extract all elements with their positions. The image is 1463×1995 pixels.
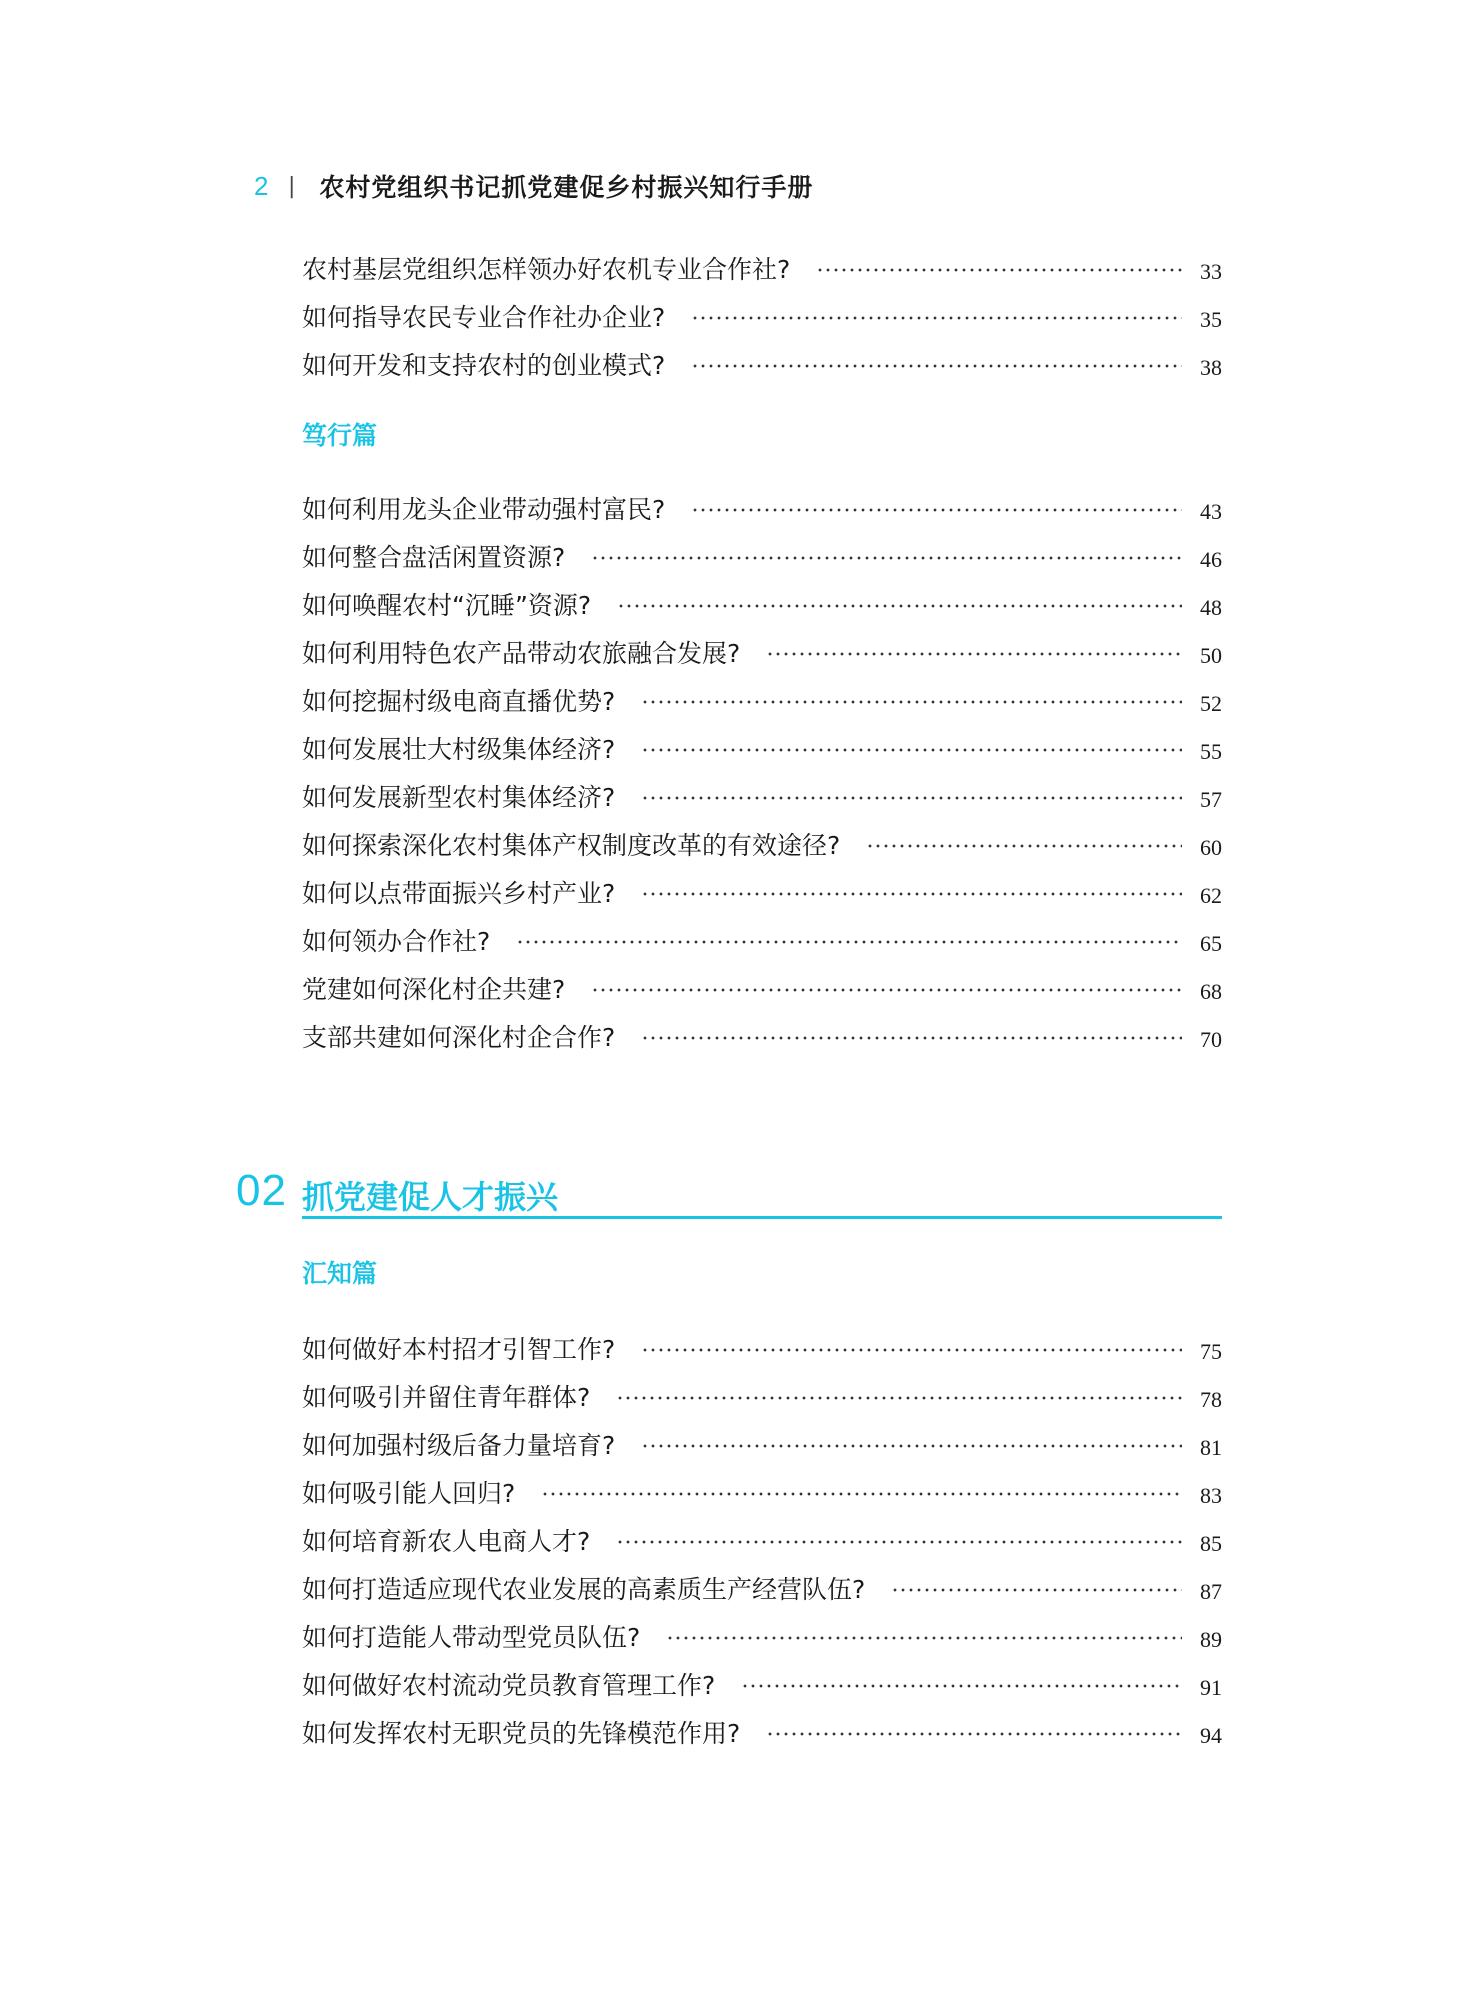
- toc-entry-page: 52: [1200, 691, 1222, 716]
- toc-entry-page: 68: [1200, 979, 1222, 1004]
- toc-entry-page: 46: [1200, 547, 1222, 572]
- dot-leader: [641, 1036, 1182, 1040]
- toc-entry[interactable]: [302, 344, 1222, 384]
- toc-entry-page: 62: [1200, 883, 1222, 908]
- toc-entry[interactable]: [302, 1376, 1222, 1416]
- toc-entry-title: 如何做好农村流动党员教育管理工作?: [302, 1671, 716, 1700]
- toc-entry-title: 如何开发和支持农村的创业模式?: [302, 351, 666, 380]
- toc-entry-page: 60: [1200, 835, 1222, 860]
- toc-entry[interactable]: [302, 776, 1222, 816]
- toc-entry-page: 35: [1200, 307, 1222, 332]
- toc-entry[interactable]: [302, 1712, 1222, 1752]
- toc-entry[interactable]: [302, 968, 1222, 1008]
- part-heading: 汇知篇: [302, 1259, 378, 1288]
- toc-entry-title: 如何挖掘村级电商直播优势?: [302, 687, 616, 716]
- dot-leader: [741, 1684, 1182, 1688]
- dot-leader: [616, 1396, 1182, 1400]
- dot-leader: [766, 652, 1182, 656]
- toc-entry-title: 如何打造适应现代农业发展的高素质生产经营队伍?: [302, 1575, 866, 1604]
- chapter-heading[interactable]: [236, 1166, 1222, 1230]
- toc-entry[interactable]: [302, 1664, 1222, 1704]
- toc-entry[interactable]: [302, 488, 1222, 528]
- dot-leader: [691, 508, 1182, 512]
- toc-entry-page: 65: [1200, 931, 1222, 956]
- toc-entry-title: 如何利用龙头企业带动强村富民?: [302, 495, 666, 524]
- toc-entry-title: 如何加强村级后备力量培育?: [302, 1431, 616, 1460]
- toc-entry-title: 党建如何深化村企共建?: [302, 975, 566, 1004]
- toc-entry[interactable]: [302, 728, 1222, 768]
- dot-leader: [816, 268, 1182, 272]
- toc-entry-page: 85: [1200, 1531, 1222, 1556]
- dot-leader: [866, 844, 1182, 848]
- toc-entry[interactable]: [302, 680, 1222, 720]
- toc-entry[interactable]: [302, 248, 1222, 288]
- toc-entry-page: 55: [1200, 739, 1222, 764]
- toc-entry[interactable]: [302, 824, 1222, 864]
- dot-leader: [641, 1444, 1182, 1448]
- toc-entry-page: 50: [1200, 643, 1222, 668]
- toc-entry-title: 如何发展壮大村级集体经济?: [302, 735, 616, 764]
- dot-leader: [591, 988, 1182, 992]
- toc-entry-page: 43: [1200, 499, 1222, 524]
- toc-entry[interactable]: [302, 872, 1222, 912]
- toc-entry-title: 如何利用特色农产品带动农旅融合发展?: [302, 639, 741, 668]
- toc-entry[interactable]: [302, 1016, 1222, 1056]
- toc-entry-title: 农村基层党组织怎样领办好农机专业合作社?: [302, 255, 791, 284]
- dot-leader: [641, 700, 1182, 704]
- toc-entry[interactable]: [302, 1568, 1222, 1608]
- toc-entry-title: 如何指导农民专业合作社办企业?: [302, 303, 666, 332]
- dot-leader: [641, 796, 1182, 800]
- toc-entry-page: 89: [1200, 1627, 1222, 1652]
- toc-entry-title: 如何做好本村招才引智工作?: [302, 1335, 616, 1364]
- page-number: 2: [254, 170, 269, 201]
- dot-leader: [617, 604, 1182, 608]
- toc-entry[interactable]: [302, 1472, 1222, 1512]
- dot-leader: [691, 316, 1182, 320]
- toc-entry-title: 如何以点带面振兴乡村产业?: [302, 879, 616, 908]
- toc-entry-title: 如何探索深化农村集体产权制度改革的有效途径?: [302, 831, 841, 860]
- dot-leader: [641, 892, 1182, 896]
- toc-entry-page: 57: [1200, 787, 1222, 812]
- dot-leader: [766, 1732, 1182, 1736]
- toc-entry-page: 87: [1200, 1579, 1222, 1604]
- toc-entry-title: 如何发挥农村无职党员的先锋模范作用?: [302, 1719, 741, 1748]
- chapter-title: 抓党建促人才振兴: [302, 1178, 559, 1216]
- dot-leader: [591, 556, 1182, 560]
- toc-entry-page: 83: [1200, 1483, 1222, 1508]
- dot-leader: [616, 1540, 1182, 1544]
- toc-entry-page: 94: [1200, 1723, 1222, 1748]
- dot-leader: [666, 1636, 1182, 1640]
- toc-entry-title: 如何整合盘活闲置资源?: [302, 543, 566, 572]
- toc-entry-page: 81: [1200, 1435, 1222, 1460]
- part-heading: 笃行篇: [302, 421, 378, 450]
- chapter-number: 02: [236, 1166, 287, 1215]
- dot-leader: [641, 1348, 1182, 1352]
- toc-entry[interactable]: [302, 584, 1222, 624]
- header-separator: |: [288, 173, 296, 199]
- toc-entry-title: 如何唤醒农村“沉睡”资源?: [302, 591, 592, 620]
- toc-entry-page: 91: [1200, 1675, 1222, 1700]
- chapter-underline: [302, 1216, 1222, 1219]
- toc-entry-title: 如何吸引并留住青年群体?: [302, 1383, 591, 1412]
- toc-entry[interactable]: [302, 1424, 1222, 1464]
- toc-entry[interactable]: [302, 1328, 1222, 1368]
- toc-entry-page: 48: [1200, 595, 1222, 620]
- toc-entry[interactable]: [302, 296, 1222, 336]
- toc-entry[interactable]: [302, 1616, 1222, 1656]
- book-title: 农村党组织书记抓党建促乡村振兴知行手册: [319, 173, 814, 202]
- toc-entry-page: 38: [1200, 355, 1222, 380]
- toc-entry-title: 支部共建如何深化村企合作?: [302, 1023, 616, 1052]
- toc-entry[interactable]: [302, 632, 1222, 672]
- toc-entry-title: 如何吸引能人回归?: [302, 1479, 516, 1508]
- toc-entry-page: 70: [1200, 1027, 1222, 1052]
- toc-entry-title: 如何领办合作社?: [302, 927, 491, 956]
- toc-entry-page: 75: [1200, 1339, 1222, 1364]
- dot-leader: [541, 1492, 1182, 1496]
- dot-leader: [641, 748, 1182, 752]
- toc-entry[interactable]: [302, 1520, 1222, 1560]
- toc-entry[interactable]: [302, 920, 1222, 960]
- toc-entry[interactable]: [302, 536, 1222, 576]
- toc-entry-page: 33: [1200, 259, 1222, 284]
- dot-leader: [691, 364, 1182, 368]
- toc-entry-title: 如何发展新型农村集体经济?: [302, 783, 616, 812]
- dot-leader: [891, 1588, 1182, 1592]
- dot-leader: [516, 940, 1182, 944]
- toc-entry-page: 78: [1200, 1387, 1222, 1412]
- toc-entry-title: 如何打造能人带动型党员队伍?: [302, 1623, 641, 1652]
- running-header: [254, 166, 813, 206]
- toc-entry-title: 如何培育新农人电商人才?: [302, 1527, 591, 1556]
